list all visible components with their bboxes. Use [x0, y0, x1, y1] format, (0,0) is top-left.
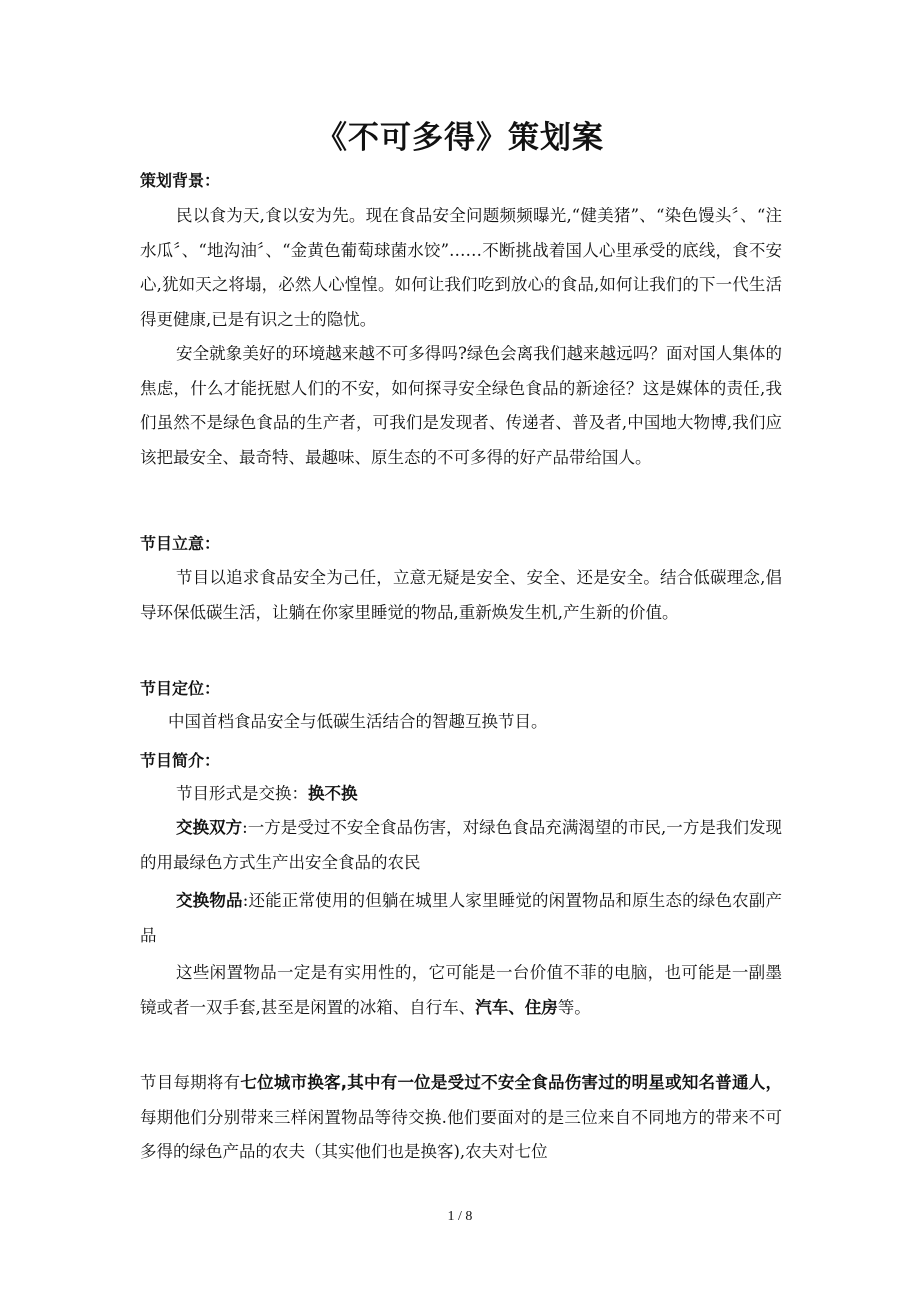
heading-background: 策划背景： [140, 171, 221, 190]
idle-text: 这些闲置物品一定是有实用性的，它可能是一台价值不菲的电脑，也可能是一副墨镜或者一双手套,甚至是闲置的冰箱、自行车、 [140, 963, 782, 1017]
document-title: 《不可多得》策划案 [316, 120, 604, 156]
parties-text: :一方是受过不安全食品伤害，对绿色食品充满渴望的市民,一方是我们发现的用最绿色方式生产出安全食品的农民 [140, 818, 783, 872]
intro-items-paragraph [140, 884, 782, 953]
intro-form-line [140, 777, 782, 812]
intro-parties-paragraph [140, 811, 782, 880]
episode-prefix: 节目每期将有 [140, 1073, 241, 1092]
intent-paragraph: 节目以追求食品安全为己任，立意无疑是安全、安全、还是安全。结合低碳理念,倡导环保低碳生活，让躺在你家里睡觉的物品,重新焕发生机,产生新的价值。 [140, 568, 782, 622]
heading-intent: 节目立意： [140, 534, 221, 553]
positioning-paragraph: 中国首档食品安全与低碳生活结合的智趣互换节目。 [168, 712, 548, 731]
idle-bold: 汽车、住房 [475, 997, 558, 1017]
parties-label: 交换双方 [176, 818, 243, 837]
background-paragraph-2: 安全就象美好的环境越来越不可多得吗?绿色会离我们越来越远吗？面对国人集体的焦虑，什么才能抚慰人们的不安，如何探寻安全绿色食品的新途径？这是媒体的责任,我们虽然不是绿色食品的生产者，可我们是发现者、传递者、普及者,中国地大物博,我们应该把最安全、最奇特、最趣味、原生态的不可多得的好产品带给国人。 [140, 344, 782, 467]
idle-end: 等。 [557, 997, 591, 1017]
items-label: 交换物品 [176, 891, 243, 910]
intro-form-prefix: 节目形式是交换： [176, 784, 308, 803]
episode-bold: 七位城市换客,其中有一位是受过不安全食品伤害过的明星或知名普通人， [240, 1073, 783, 1092]
heading-intro: 节目简介： [140, 751, 221, 770]
items-text: :还能正常使用的但躺在城里人家里睡觉的闲置物品和原生态的绿色农副产品 [140, 891, 783, 945]
intro-form-bold: 换不换 [308, 784, 358, 803]
page-number: 1 / 8 [447, 1209, 473, 1224]
heading-positioning: 节目定位： [140, 679, 221, 698]
intro-idle-paragraph [140, 956, 782, 1025]
intro-episode-paragraph [140, 1066, 782, 1170]
episode-text: 每期他们分别带来三样闲置物品等待交换.他们要面对的是三位来自不同地方的带来不可多得的绿色产品的农夫（其实他们也是换客),农夫对七位 [140, 1107, 782, 1161]
background-paragraph-1: 民以食为天,食以安为先。现在食品安全问题频频曝光,“健美猪”、“染色馒头〞、“注水瓜〞、“地沟油〞、“金黄色葡萄球菌水饺”……不断挑战着国人心里承受的底线，食不安心,犹如天之将塌，必然人心惶惶。如何让我们吃到放心的食品,如何让我们的下一代生活得更健康,已是有识之士的隐忧。 [140, 206, 782, 329]
